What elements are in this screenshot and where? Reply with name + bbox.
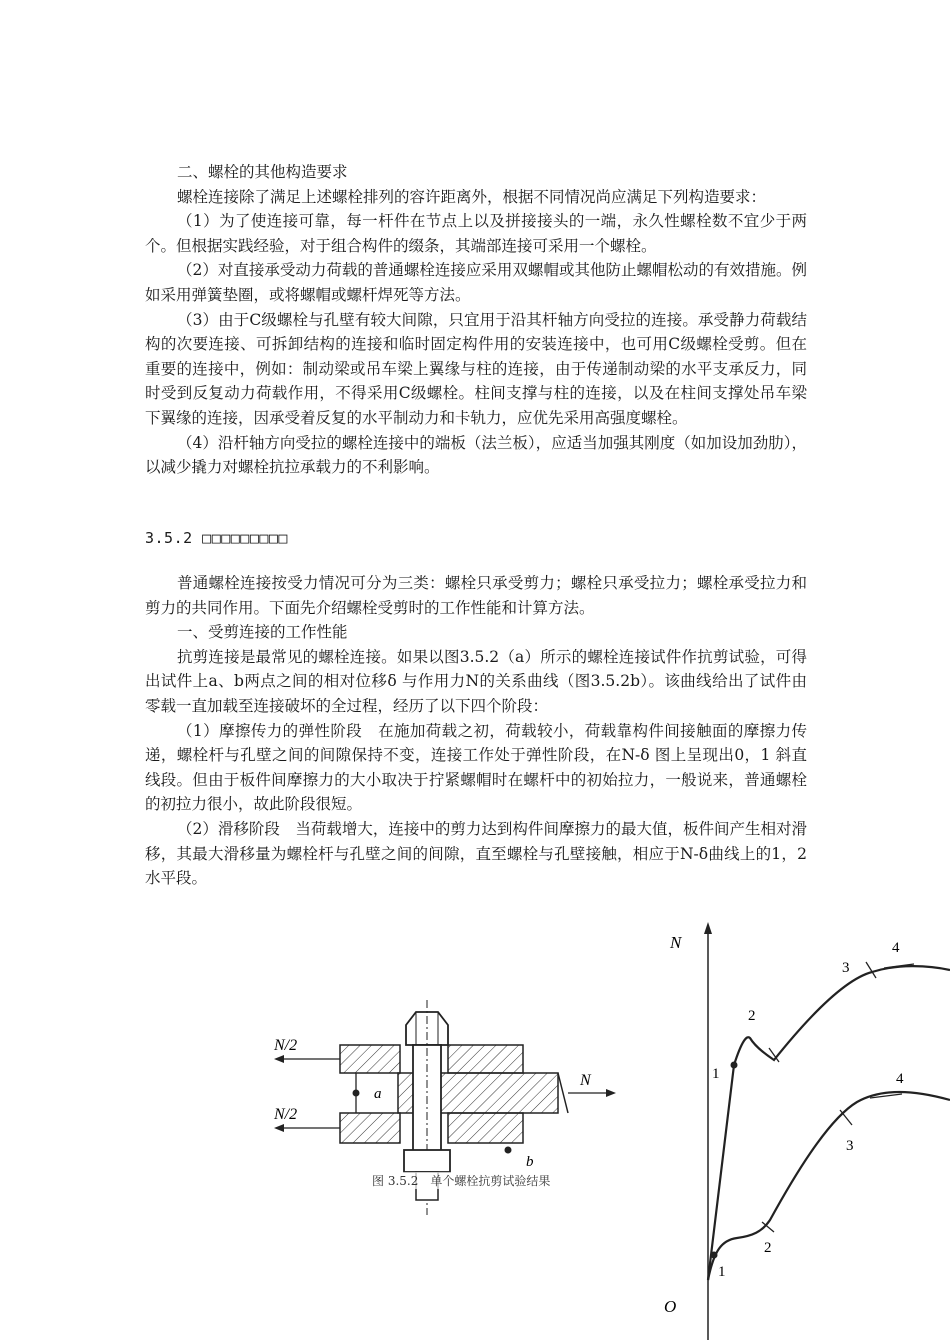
list-item: （4）沿杆轴方向受拉的螺栓连接中的端板（法兰板），应适当加强其刚度（如加设加劲肋），以减少撬力对螺栓抗拉承载力的不利影响。 bbox=[145, 433, 807, 477]
sub-heading: 一、受剪连接的工作性能 bbox=[177, 623, 348, 642]
lower-curve bbox=[708, 1092, 950, 1280]
origin-label: O bbox=[664, 1297, 677, 1316]
upper-point-4: 4 bbox=[892, 940, 900, 956]
paragraph: （1）摩擦传力的弹性阶段 在施加荷载之初，荷载较小，荷载靠构件间接触面的摩擦力传递，螺栓杆与孔壁之间的间隙保持不变，连接工作处于弹性阶段，在N-δ 图上呈现出0，1 斜直线段。但由于板件间摩擦力的大小取决于拧紧螺帽时在螺杆中的初始拉力，一般说来，普通螺栓的初拉力很小，故此阶段很短。 bbox=[145, 721, 807, 814]
section-352 bbox=[145, 571, 807, 891]
section-heading: 二、螺栓的其他构造要求 bbox=[177, 163, 348, 181]
lower-point-2: 2 bbox=[764, 1240, 772, 1256]
lower-point-1: 1 bbox=[718, 1264, 726, 1280]
section-352-heading-block bbox=[145, 526, 807, 551]
paragraph: 普通螺栓连接按受力情况可分为三类：螺栓只承受剪力；螺栓只承受拉力；螺栓承受拉力和剪力的共同作用。下面先介绍螺栓受剪时的工作性能和计算方法。 bbox=[145, 574, 807, 617]
lower-point-4: 4 bbox=[896, 1071, 904, 1087]
upper-curve bbox=[708, 966, 950, 1280]
force-label-top: N/2 bbox=[274, 1037, 298, 1054]
lower-point-3: 3 bbox=[846, 1138, 854, 1154]
upper-point-2: 2 bbox=[748, 1008, 756, 1024]
list-item: （3）由于C级螺栓与孔壁有较大间隙，只宜用于沿其杆轴方向受拉的连接。承受静力荷载结构的次要连接、可拆卸结构的连接和临时固定构件用的安装连接中，也可用C级螺栓受剪。但在重要的连接中，例如：制动梁或吊车梁上翼缘与柱的连接，由于传递制动梁的水平支承反力，同时受到反复动力荷载作用，不得采用C级螺栓。柱间支撑与柱的连接，以及在柱间支撑处吊车梁下翼缘的连接，因承受着反复的水平制动力和卡轨力，应优先采用高强度螺栓。 bbox=[145, 310, 807, 427]
paragraph: 螺栓连接除了满足上述螺栓排列的容许距离外，根据不同情况尚应满足下列构造要求： bbox=[177, 187, 767, 206]
list-item: （1）为了使连接可靠，每一杆件在节点上以及拼接接头的一端，永久性螺栓数不宜少于两个。但根据实践经验，对于组合构件的缀条，其端部连接可采用一个螺栓。 bbox=[145, 212, 807, 255]
n-delta-curve-diagram bbox=[652, 920, 950, 1344]
axis-n-label: N bbox=[670, 933, 682, 952]
paragraph: 抗剪连接是最常见的螺栓连接。如果以图3.5.2（a）所示的螺栓连接试件作抗剪试验，可得出试件上a、b两点之间的相对位移δ 与作用力N的关系曲线（图3.5.2b）。该曲线给出了试件由零载一直加载至连接破坏的全过程，经历了以下四个阶段： bbox=[145, 647, 807, 715]
upper-point-1: 1 bbox=[712, 1066, 720, 1082]
point-a-label: a bbox=[374, 1086, 382, 1102]
figure-caption: 图 3.5.2 单个螺栓抗剪试验结果 bbox=[372, 1174, 551, 1188]
force-label-right: N bbox=[580, 1072, 591, 1089]
upper-point-3: 3 bbox=[842, 960, 850, 976]
section-heading: 3.5.2 □□□□□□□□□ bbox=[145, 529, 288, 547]
section-two bbox=[145, 160, 807, 480]
point-b-label: b bbox=[526, 1154, 534, 1170]
paragraph: （2）滑移阶段 当荷载增大，连接中的剪力达到构件间摩擦力的最大值，板件间产生相对滑移，其最大滑移量为螺栓杆与孔壁之间的间隙，直至螺栓与孔壁接触，相应于N-δ曲线上的1，2 水平段。 bbox=[145, 819, 807, 888]
point-b-marker bbox=[505, 1147, 512, 1154]
force-label-bottom: N/2 bbox=[274, 1106, 298, 1123]
list-item: （2）对直接承受动力荷载的普通螺栓连接应采用双螺帽或其他防止螺帽松动的有效措施。例如采用弹簧垫圈，或将螺帽或螺杆焊死等方法。 bbox=[145, 261, 807, 304]
